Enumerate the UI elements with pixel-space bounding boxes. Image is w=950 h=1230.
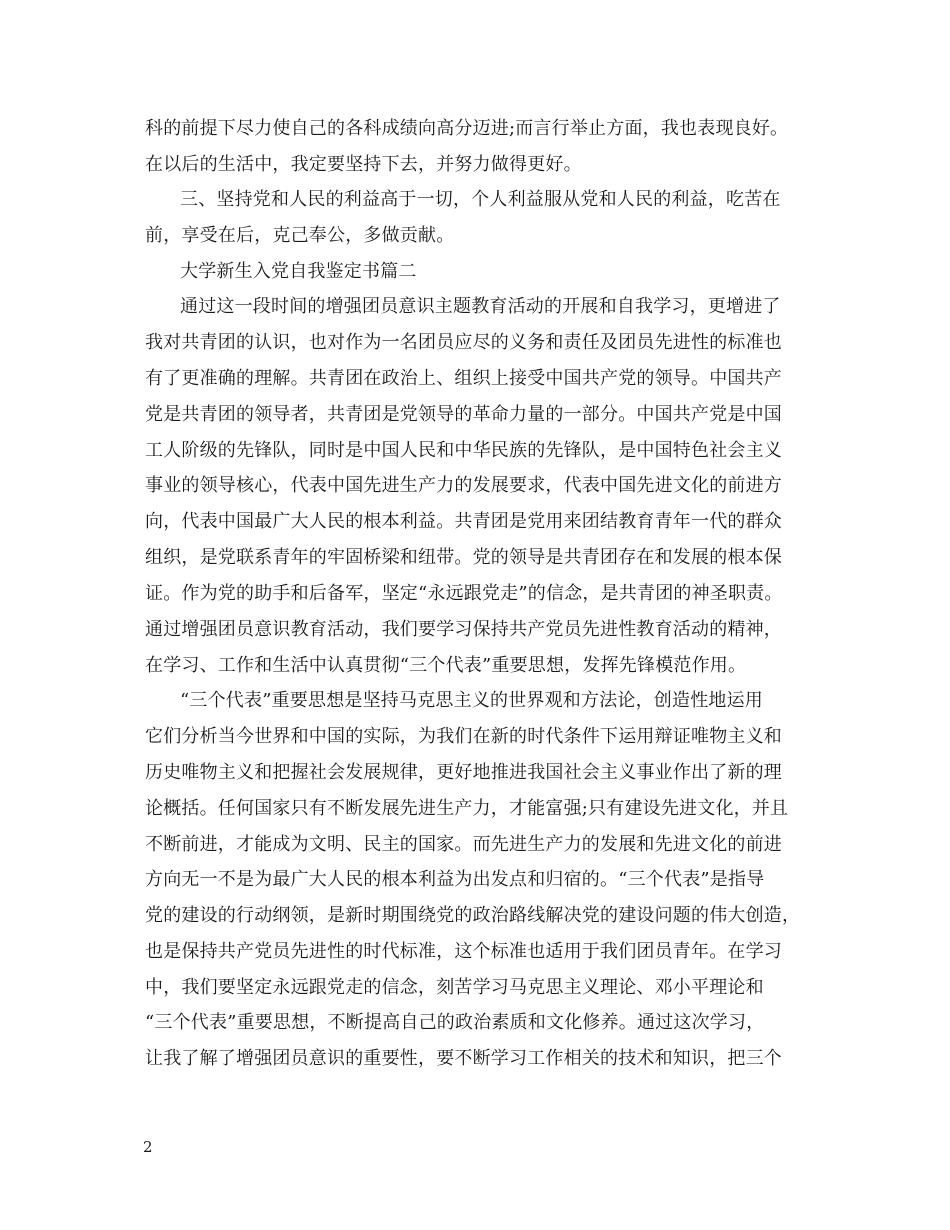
text-line: “三个代表”重要思想是坚持马克思主义的世界观和方法论，创造性地运用: [180, 690, 764, 711]
text-line: “三个代表”重要思想，不断提高自己的政治素质和文化修养。通过这次学习，: [145, 1012, 765, 1033]
text-line: 证。作为党的助手和后备军，坚定“永远跟党走”的信念，是共青团的神圣职责。: [145, 583, 783, 604]
text-line: 有了更准确的理解。共青团在政治上、组织上接受中国共产党的领导。中国共产: [145, 368, 782, 389]
text-line: 让我了解了增强团员意识的重要性，要不断学习工作相关的技术和知识，把三个: [145, 1048, 782, 1069]
text-line: 工人阶级的先锋队，同时是中国人民和中华民族的先锋队，是中国特色社会主义: [145, 440, 782, 461]
section-heading: 大学新生入党自我鉴定书篇二: [180, 261, 417, 282]
text-line: 它们分析当今世界和中国的实际，为我们在新的时代条件下运用辩证唯物主义和: [145, 726, 782, 747]
text-line: 通过增强团员意识教育活动，我们要学习保持共产党员先进性教育活动的精神，: [145, 619, 782, 640]
text-line: 在学习、工作和生活中认真贯彻“三个代表”重要思想，发挥先锋模范作用。: [145, 655, 747, 676]
text-line: 方向无一不是为最广大人民的根本利益为出发点和归宿的。“三个代表”是指导: [145, 869, 765, 890]
text-line: 党的建设的行动纲领，是新时期围绕党的政治路线解决党的建设问题的伟大创造，: [145, 905, 801, 926]
text-line: 不断前进，才能成为文明、民主的国家。而先进生产力的发展和先进文化的前进: [145, 834, 782, 855]
text-line: 党是共青团的领导者，共青团是党领导的革命力量的一部分。中国共产党是中国: [145, 404, 782, 425]
text-line: 事业的领导核心，代表中国先进生产力的发展要求，代表中国先进文化的前进方: [145, 475, 782, 496]
text-line: 也是保持共产党员先进性的时代标准，这个标准也适用于我们团员青年。在学习: [145, 941, 782, 962]
text-line: 论概括。任何国家只有不断发展先进生产力，才能富强;只有建设先进文化，并且: [145, 798, 789, 819]
text-line: 通过这一段时间的增强团员意识主题教育活动的开展和自我学习，更增进了: [180, 296, 781, 317]
text-line: 科的前提下尽力使自己的各科成绩向高分迈进;而言行举止方面，我也表现良好。: [145, 118, 789, 139]
text-line: 中，我们要坚定永远跟党走的信念，刻苦学习马克思主义理论、邓小平理论和: [145, 977, 764, 998]
text-line: 三、坚持党和人民的利益高于一切，个人利益服从党和人民的利益，吃苦在: [180, 189, 781, 210]
text-line: 我对共青团的认识，也对作为一名团员应尽的义务和责任及团员先进性的标准也: [145, 332, 782, 353]
page-number: 2: [143, 1138, 153, 1156]
text-line: 组织，是党联系青年的牢固桥梁和纽带。党的领导是共青团存在和发展的根本保: [145, 547, 782, 568]
text-line: 向，代表中国最广大人民的根本利益。共青团是党用来团结教育青年一代的群众: [145, 511, 782, 532]
text-line: 在以后的生活中，我定要坚持下去，并努力做得更好。: [145, 154, 582, 175]
text-line: 前，享受在后，克己奉公，多做贡献。: [145, 225, 455, 246]
text-line: 历史唯物主义和把握社会发展规律，更好地推进我国社会主义事业作出了新的理: [145, 762, 782, 783]
